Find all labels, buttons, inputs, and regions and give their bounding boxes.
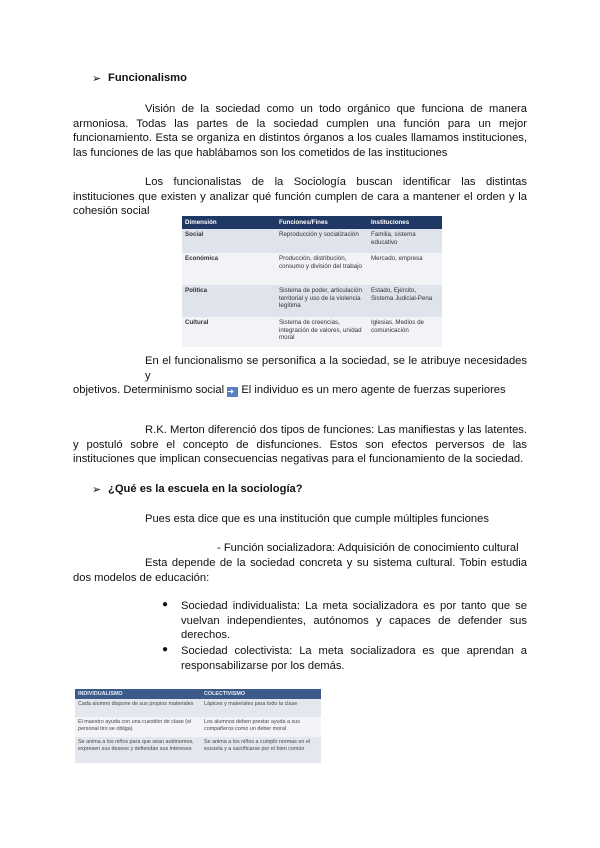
text-line: dos modelos de educación:: [73, 571, 210, 584]
table-row: [75, 717, 321, 737]
table-cell: Iglesias. Medios de comunicación: [368, 317, 442, 347]
paragraph-funcionalistas: [73, 175, 527, 219]
text-line: Los funcionalistas de la Sociología buscan identificar las distintas: [145, 176, 527, 188]
bullet-dot-icon: ●: [162, 644, 169, 655]
text-line: Sociedad colectivista: La meta socializadora es que aprendan a: [181, 645, 527, 657]
table-row: [75, 699, 321, 717]
paragraph-personifica: [73, 354, 527, 398]
arrowhead-bullet-icon: ➢: [92, 484, 102, 496]
text-line: armoniosa. Todas las partes de la sociedad cumplen una función para un mejor: [73, 117, 527, 130]
table-row: [182, 253, 442, 285]
text-line: y postuló sobre el concepto de disfunciones. Estos son efectos perversos de las: [73, 438, 527, 451]
text-line: responsabilizarse por los demás.: [181, 659, 345, 672]
section-heading-funcionalismo: Funcionalismo: [108, 72, 187, 84]
individualismo-colectivismo-table: [75, 689, 321, 763]
table-cell: Se anima a los niños para que sean autónomos, expresen sus deseos y defiendan sus intereses: [75, 737, 201, 763]
column-header: INDIVIDUALISMO: [75, 689, 201, 699]
table-row: [75, 737, 321, 763]
table-cell: Económica: [182, 253, 276, 285]
table-row: [182, 285, 442, 317]
table-cell: Reproducción y socialización: [276, 229, 368, 253]
table-row: [182, 229, 442, 253]
table-cell: Estado, Ejército, Sistema Judicial-Pena: [368, 285, 442, 317]
list-item: [181, 644, 527, 673]
dimensions-table: [182, 216, 442, 347]
column-header: Funciones/Fines: [276, 216, 368, 229]
table-cell: Social: [182, 229, 276, 253]
column-header: COLECTIVISMO: [201, 689, 321, 699]
paragraph-tobin: [73, 556, 527, 585]
column-header: Instituciones: [368, 216, 442, 229]
column-header: Dimensión: [182, 216, 276, 229]
text-line: Sociedad individualista: La meta socializadora es por tanto que se: [181, 600, 527, 612]
text-line: funcionamiento. Esta se organiza en distintos órganos a los cuales llamamos instituciones,: [73, 132, 527, 145]
text-line: En el funcionalismo se personifica a la sociedad, se le atribuye necesidades y: [145, 355, 527, 382]
text-line: instituciones que existen y analizar qué función cumplen de cara a mantener el orden y la: [73, 190, 527, 203]
text-line: R.K. Merton diferenció dos tipos de funciones: Las manifiestas y las latentes.: [145, 424, 527, 436]
paragraph-merton: [73, 423, 527, 467]
paragraph-vision: [73, 102, 527, 160]
table-cell: Política: [182, 285, 276, 317]
table-cell: Cada alumno dispone de sus propios materiales: [75, 699, 201, 717]
table-cell: Sistema de poder, articulación territorial y uso de la violencia legítima: [276, 285, 368, 317]
text-line: derechos.: [181, 629, 231, 642]
table-cell: Cultural: [182, 317, 276, 347]
text-line: Visión de la sociedad como un todo orgánico que funciona de manera: [145, 103, 527, 115]
table-header-row: [182, 216, 442, 229]
table-cell: Lápices y materiales para todo la clase: [201, 699, 321, 717]
right-arrow-icon: ➜: [227, 387, 238, 397]
text-line: instituciones que implican consecuencias negativas para el funcionamiento de la sociedad.: [73, 453, 524, 466]
text-line: cohesión social: [73, 205, 150, 218]
table-cell: Sistema de creencias, integración de valores, unidad moral: [276, 317, 368, 347]
list-item: [181, 599, 527, 643]
text-line: [73, 383, 527, 398]
table-header-row: [75, 689, 321, 699]
arrowhead-bullet-icon: ➢: [92, 73, 102, 85]
table-cell: Los alumnos deben prestar ayuda a sus compañeros como un deber moral: [201, 717, 321, 737]
table-cell: Se anima a los niños a cumplir normas en el escuela y a sacrificarse por el bien común: [201, 737, 321, 763]
funcion-socializadora: - Función socializadora: Adquisición de conocimiento cultural: [217, 542, 519, 554]
text-line: Esta depende de la sociedad concreta y su sistema cultural. Tobin estudia: [145, 557, 527, 569]
bullet-dot-icon: ●: [162, 599, 169, 610]
table-cell: Mercado, empresa: [368, 253, 442, 285]
paragraph-escuela: Pues esta dice que es una institución que cumple múltiples funciones: [145, 513, 489, 525]
table-cell: El maestro ayuda con una cuestión de clase (el personal tiro se obliga): [75, 717, 201, 737]
text-fragment: El individuo es un mero agente de fuerzas superiores: [241, 384, 506, 397]
text-line: vuelvan independientes, autónomos y capaces de defender sus: [181, 614, 527, 627]
table-cell: Producción, distribución, consumo y división del trabajo: [276, 253, 368, 285]
text-fragment: objetivos. Determinismo social: [73, 384, 225, 397]
table-cell: Familia, sistema educativo: [368, 229, 442, 253]
text-line: las funciones de las que hablábamos son los cometidos de las instituciones: [73, 146, 448, 159]
table-row: [182, 317, 442, 347]
section-heading-escuela: ¿Qué es la escuela en la sociología?: [108, 483, 303, 495]
